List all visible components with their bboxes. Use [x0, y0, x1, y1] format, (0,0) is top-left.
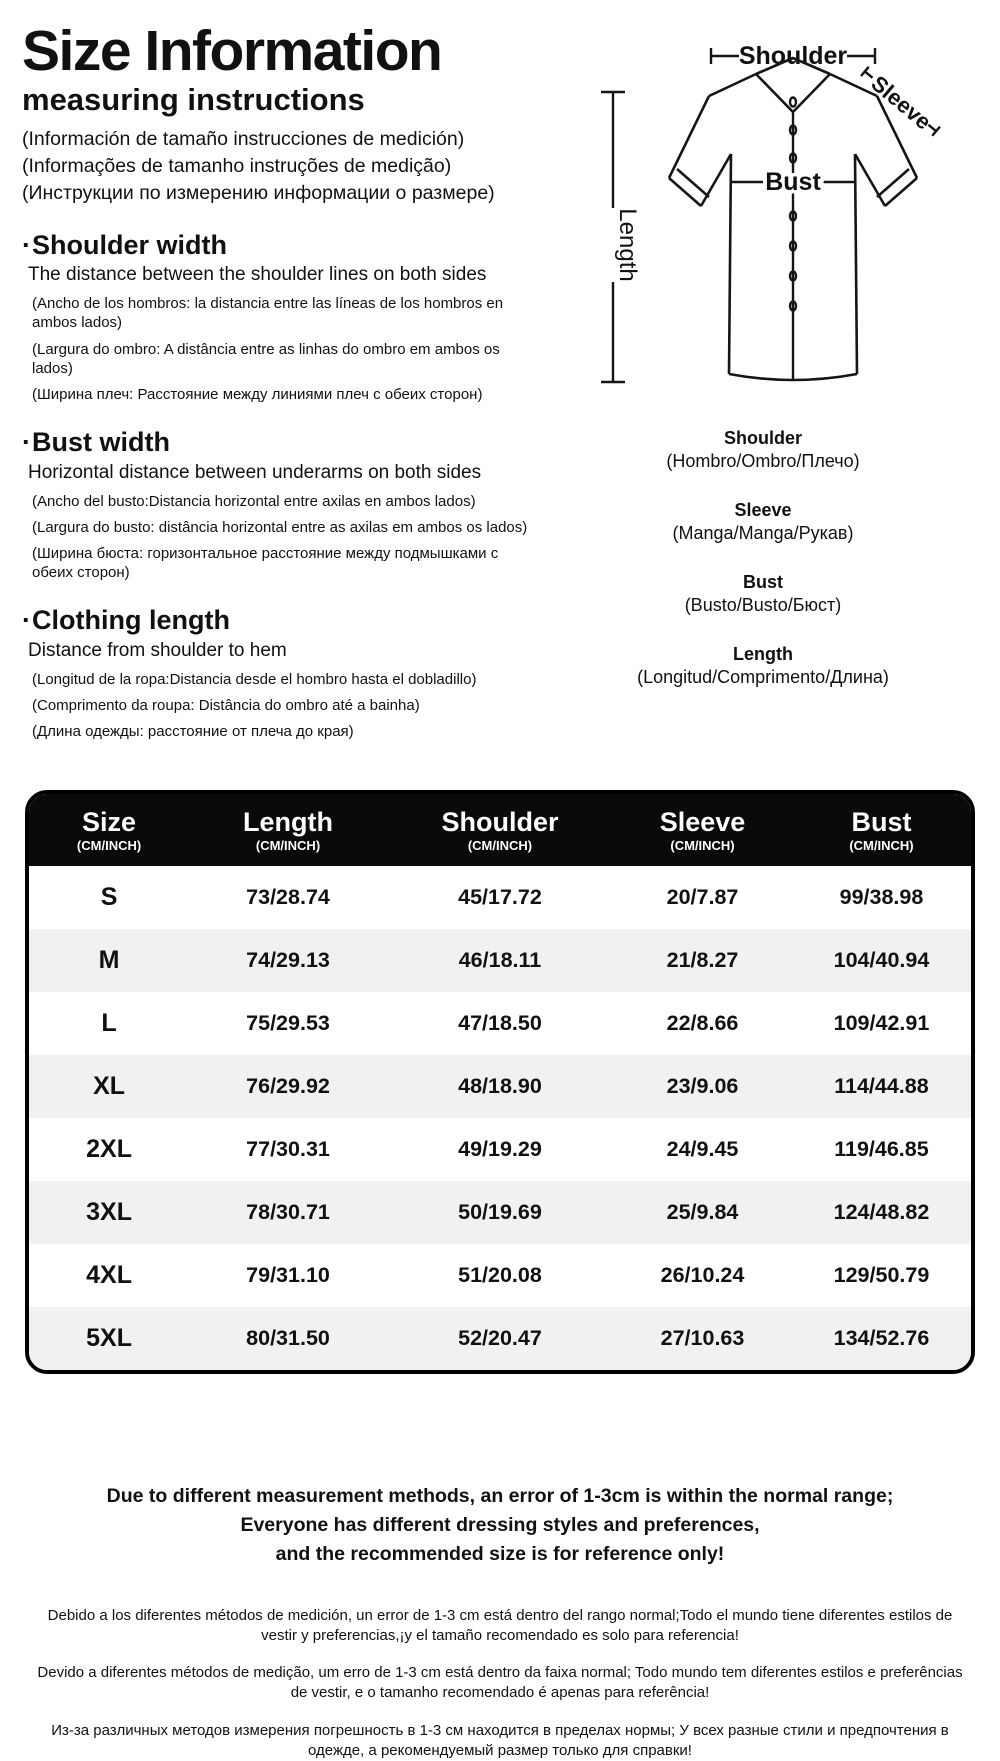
bust-label: Bust	[765, 168, 821, 196]
instructions-column	[22, 19, 552, 748]
title-translations	[22, 127, 552, 207]
cell-sleeve: 27/10.63	[660, 1325, 745, 1350]
section-translation-es: (Ancho de los hombros: la distancia entre las líneas de los hombros en ambos lados)	[32, 295, 504, 332]
section-translation-ru: (Ширина плеч: Расстояние между линиями плеч с обеих сторон)	[32, 385, 483, 403]
disclaimer-english-line1: Due to different measurement methods, an error of 1-3cm is within the normal range;	[106, 1484, 894, 1507]
table-row-s	[29, 866, 971, 929]
disclaimer-es: Debido a los diferentes métodos de medición, un error de 1-3 cm está dentro del rango normal;Todo el mundo tiene diferentes estilos de vestir y preferencias,¡y el tamaño recomendado es solo para referencia!	[47, 1606, 953, 1644]
section-shoulder-width	[22, 231, 552, 404]
page-subtitle: measuring instructions	[22, 82, 365, 118]
measurement-legend	[548, 427, 978, 688]
section-clothing-length	[22, 606, 552, 741]
cell-length: 78/30.71	[246, 1199, 330, 1224]
cell-bust: 119/46.85	[834, 1136, 929, 1161]
column-header-sleeve	[613, 807, 792, 855]
title-translation-ru: (Инструкции по измерению информации о размере)	[22, 182, 495, 205]
column-header-shoulder	[387, 807, 613, 855]
section-translation-pt: (Largura do busto: distância horizontal entre as axilas em ambos os lados)	[32, 518, 528, 536]
cell-shoulder: 51/20.08	[458, 1262, 542, 1287]
section-description: Distance from shoulder to hem	[28, 639, 287, 661]
disclaimer-english-line2: Everyone has different dressing styles and preferences,	[240, 1514, 760, 1537]
column-unit: (CM/INCH)	[467, 838, 533, 854]
table-row-l	[29, 992, 971, 1055]
top-area	[0, 0, 1000, 755]
legend-translation: (Hombro/Ombro/Плечо)	[666, 450, 860, 471]
title-translation-es: (Información de tamaño instrucciones de medición)	[22, 127, 465, 150]
legend-label: Sleeve	[734, 500, 792, 520]
cell-size: M	[98, 945, 120, 974]
cell-length: 73/28.74	[246, 884, 330, 909]
cell-bust: 129/50.79	[833, 1262, 930, 1287]
title-translation-pt: (Informações de tamanho instruções de medição)	[22, 155, 452, 178]
cell-size: 2XL	[86, 1134, 132, 1163]
section-translation-es: (Ancho del busto:Distancia horizontal entre axilas en ambos lados)	[32, 492, 476, 510]
cell-size: L	[101, 1008, 117, 1037]
cell-sleeve: 24/9.45	[666, 1136, 739, 1161]
column-unit: (CM/INCH)	[76, 838, 142, 854]
section-title: · Bust width	[22, 428, 552, 458]
cell-sleeve: 21/8.27	[666, 947, 739, 972]
cell-size: S	[100, 882, 118, 911]
disclaimer-notes	[0, 1482, 1000, 1761]
legend-item-bust	[548, 571, 978, 616]
cell-length: 80/31.50	[246, 1325, 330, 1350]
section-translations	[22, 294, 552, 404]
size-table-header	[29, 794, 971, 866]
legend-label: Bust	[743, 572, 783, 592]
column-label: Shoulder	[441, 807, 559, 837]
cell-shoulder: 49/19.29	[458, 1136, 542, 1161]
table-row-3xl	[29, 1181, 971, 1244]
section-translation-es: (Longitud de la ropa:Distancia desde el hombro hasta el dobladillo)	[32, 670, 477, 688]
column-label: Length	[243, 807, 334, 837]
section-translations	[22, 492, 552, 583]
cell-length: 74/29.13	[246, 947, 330, 972]
legend-label: Length	[733, 644, 793, 664]
cell-size: XL	[93, 1071, 126, 1100]
cell-bust: 99/38.98	[839, 884, 924, 909]
table-row-4xl	[29, 1244, 971, 1307]
legend-item-sleeve	[548, 499, 978, 544]
cell-shoulder: 52/20.47	[458, 1325, 542, 1350]
disclaimer-ru: Из-за различных методов измерения погрешность в 1-3 см находится в пределах нормы; У всех разные стили и предпочтения в одежде, а рекомендуемый размер только для справки!	[51, 1721, 949, 1759]
diagram-column	[548, 30, 978, 715]
legend-item-length	[548, 643, 978, 688]
cell-bust: 114/44.88	[834, 1073, 929, 1098]
cell-shoulder: 50/19.69	[458, 1199, 542, 1224]
cell-bust: 134/52.76	[833, 1325, 930, 1350]
table-row-5xl	[29, 1307, 971, 1370]
length-label: Length	[614, 208, 641, 282]
cell-sleeve: 25/9.84	[666, 1199, 739, 1224]
page-title: Size Information	[22, 19, 442, 83]
section-description: Horizontal distance between underarms on both sides	[28, 461, 482, 483]
column-label: Size	[82, 807, 137, 837]
section-translation-pt: (Comprimento da roupa: Distância do ombro até a bainha)	[32, 696, 420, 714]
shirt-measurement-diagram	[548, 30, 978, 403]
cell-sleeve: 26/10.24	[660, 1262, 745, 1287]
column-label: Bust	[851, 807, 912, 837]
column-unit: (CM/INCH)	[255, 838, 321, 854]
cell-length: 79/31.10	[246, 1262, 330, 1287]
column-header-length	[189, 807, 387, 855]
column-unit: (CM/INCH)	[670, 838, 735, 854]
section-title: · Shoulder width	[22, 231, 552, 261]
legend-translation: (Manga/Manga/Рукав)	[672, 522, 854, 543]
cell-shoulder: 48/18.90	[458, 1073, 542, 1098]
cell-bust: 109/42.91	[833, 1010, 930, 1035]
cell-size: 3XL	[86, 1197, 132, 1226]
cell-shoulder: 47/18.50	[458, 1010, 542, 1035]
cell-sleeve: 20/7.87	[666, 884, 739, 909]
disclaimer-pt: Devido a diferentes métodos de medição, um erro de 1-3 cm está dentro da faixa normal; Todo mundo tem diferentes estilos e preferências de vestir, e o tamanho recomendado é apenas para referência!	[37, 1664, 963, 1702]
shoulder-label: Shoulder	[738, 42, 848, 70]
section-title: · Clothing length	[22, 606, 552, 636]
sleeve-label: Sleeve	[866, 70, 936, 135]
legend-item-shoulder	[548, 427, 978, 472]
column-header-size	[29, 807, 189, 855]
cell-shoulder: 46/18.11	[458, 947, 542, 972]
section-bust-width	[22, 428, 552, 582]
cell-shoulder: 45/17.72	[458, 884, 542, 909]
cell-sleeve: 23/9.06	[666, 1073, 739, 1098]
section-translation-ru: (Ширина бюста: горизонтальное расстояние между подмышками с обеих сторон)	[32, 544, 499, 582]
section-translation-ru: (Длина одежды: расстояние от плеча до края)	[32, 723, 354, 741]
cell-size: 5XL	[86, 1323, 132, 1352]
cell-length: 76/29.92	[246, 1073, 330, 1098]
section-translations	[22, 670, 552, 742]
legend-translation: (Busto/Busto/Бюст)	[684, 594, 842, 615]
section-translation-pt: (Largura do ombro: A distância entre as linhas do ombro em ambos os lados)	[32, 340, 500, 377]
cell-bust: 104/40.94	[833, 947, 930, 972]
cell-length: 77/30.31	[246, 1136, 330, 1161]
column-label: Sleeve	[659, 807, 746, 837]
section-description: The distance between the shoulder lines on both sides	[28, 264, 487, 286]
legend-translation: (Longitud/Comprimento/Длина)	[637, 666, 889, 687]
disclaimer-translations	[0, 1606, 1000, 1761]
cell-bust: 124/48.82	[833, 1199, 930, 1224]
table-row-2xl	[29, 1118, 971, 1181]
cell-sleeve: 22/8.66	[666, 1010, 739, 1035]
disclaimer-english-line3: and the recommended size is for reference only!	[275, 1543, 725, 1566]
cell-length: 75/29.53	[246, 1010, 330, 1035]
table-row-m	[29, 929, 971, 992]
size-table	[25, 790, 975, 1374]
table-row-xl	[29, 1055, 971, 1118]
shirt-diagram-icon	[577, 30, 949, 398]
column-unit: (CM/INCH)	[849, 838, 914, 854]
legend-label: Shoulder	[723, 428, 802, 448]
cell-size: 4XL	[86, 1260, 132, 1289]
column-header-bust	[792, 807, 971, 855]
